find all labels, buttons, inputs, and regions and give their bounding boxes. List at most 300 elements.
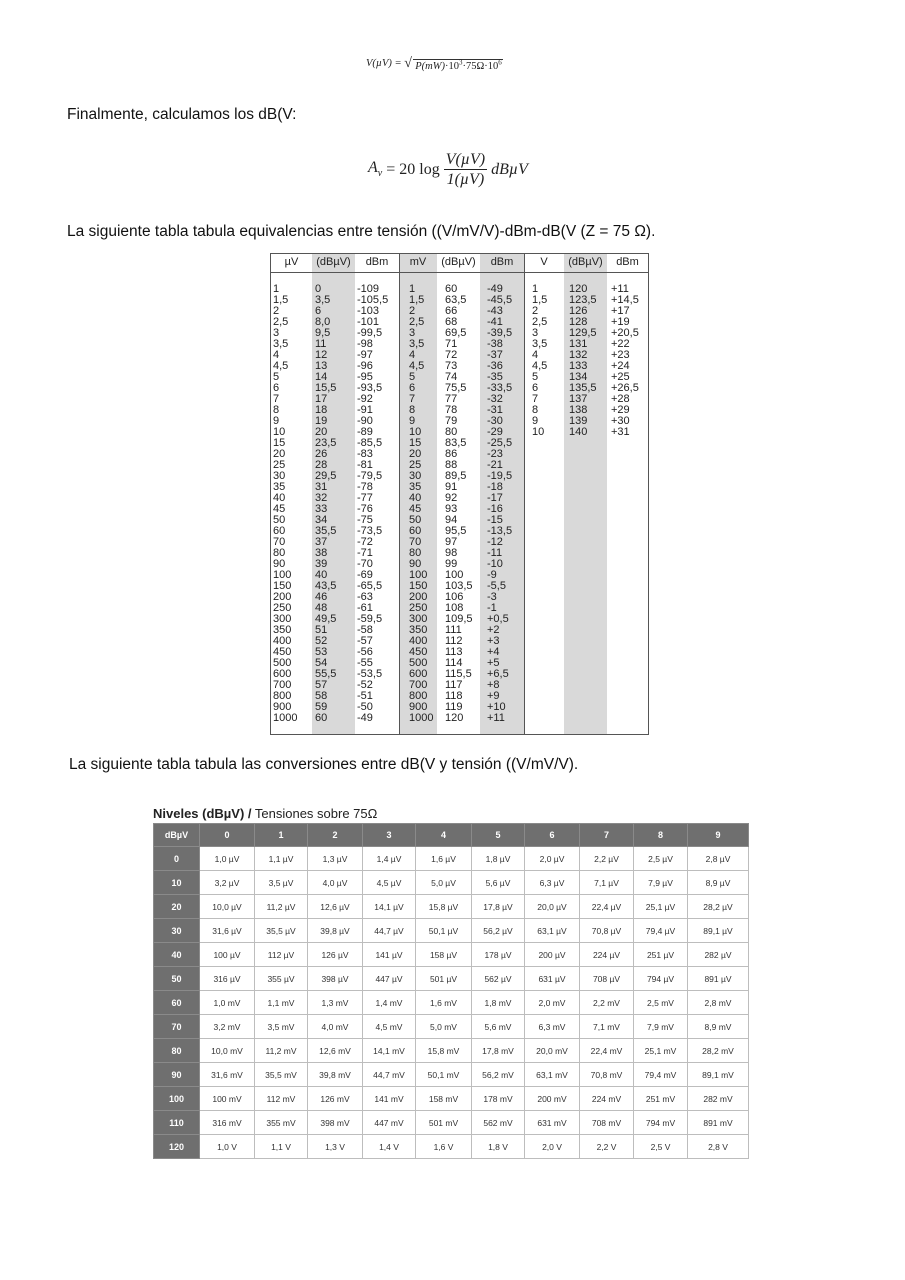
table1-cell: 119 — [445, 701, 463, 713]
table1-cell: 200 — [273, 591, 292, 603]
table2-row-header: 10 — [154, 871, 200, 895]
table2-row-header: 70 — [154, 1015, 200, 1039]
table2-cell: 7,1 µV — [580, 871, 634, 895]
table2-corner-header: dBµV — [154, 824, 200, 847]
table-row — [154, 1111, 749, 1135]
table2-cell: 282 mV — [688, 1087, 749, 1111]
table1-cell: 450 — [409, 646, 428, 658]
table1-cell: 2,5 — [532, 316, 548, 328]
table2-cell: 1,1 mV — [255, 991, 308, 1015]
table1-cell: 99 — [445, 558, 458, 570]
table2-cell: 316 mV — [200, 1111, 255, 1135]
table2-cell: 25,1 mV — [634, 1039, 688, 1063]
table1-cell: -89 — [357, 426, 373, 438]
table2-cell: 39,8 mV — [308, 1063, 363, 1087]
formula-fraction: $\frac{\text{V(µV)}}{\text{1(µV)}}$ — [445, 151, 486, 188]
table1-cell: -15 — [487, 514, 503, 526]
table1-cell: 32 — [315, 492, 328, 504]
table1-cell: 18 — [315, 404, 328, 416]
table1-cell: 3,5 — [315, 294, 331, 306]
table1-cell: 139 — [569, 415, 588, 427]
table1-cell: -92 — [357, 393, 373, 405]
table-row — [154, 1063, 749, 1087]
table1-cell: +29 — [611, 404, 630, 416]
table1-cell: -58 — [357, 624, 373, 636]
table1-cell: 60 — [409, 525, 422, 537]
table1-cell: 2 — [273, 305, 280, 317]
table1-cell: -57 — [357, 635, 373, 647]
table2-cell: 112 µV — [255, 943, 308, 967]
table1-cell: 138 — [569, 404, 588, 416]
table1-cell: +11 — [611, 283, 629, 295]
table1-cell: 1,5 — [273, 294, 289, 306]
table1-cell: +5 — [487, 657, 500, 669]
table1-cell: 73 — [445, 360, 458, 372]
table2-cell: 35,5 µV — [255, 919, 308, 943]
table2-cell: 14,1 µV — [363, 895, 416, 919]
table1-cell: 4 — [532, 349, 539, 361]
table1-cell: +17 — [611, 305, 630, 317]
table2-cell: 2,5 mV — [634, 991, 688, 1015]
table1-header-cell: (dBµV) — [441, 256, 476, 268]
table2-cell: 7,9 µV — [634, 871, 688, 895]
table2-cell: 12,6 mV — [308, 1039, 363, 1063]
table1-cell: 40 — [273, 492, 286, 504]
table2-cell: 1,1 µV — [255, 847, 308, 871]
table1-cell: -96 — [357, 360, 373, 372]
table1-cell: 9 — [532, 415, 539, 427]
table1-cell: 60 — [445, 283, 458, 295]
table2-cell: 3,5 mV — [255, 1015, 308, 1039]
table1-cell: 7 — [409, 393, 416, 405]
table1-cell: 30 — [273, 470, 286, 482]
table1-cell: 350 — [273, 624, 292, 636]
table2-column-header: 4 — [416, 824, 472, 847]
table1-cell: 109,5 — [445, 613, 473, 625]
table2-cell: 25,1 µV — [634, 895, 688, 919]
table1-cell: -49 — [487, 283, 503, 295]
table1-cell: -97 — [357, 349, 373, 361]
table1-cell: 54 — [315, 657, 328, 669]
table2-cell: 112 mV — [255, 1087, 308, 1111]
table1-cell: 300 — [409, 613, 428, 625]
table1-cell: -5,5 — [487, 580, 506, 592]
table1-cell: -71 — [357, 547, 373, 559]
table1-cell: -29 — [487, 426, 503, 438]
table1-cell: -43 — [487, 305, 503, 317]
table2-cell: 6,3 mV — [525, 1015, 580, 1039]
table1-cell: -95 — [357, 371, 373, 383]
table1-cell: 700 — [409, 679, 428, 691]
table2-cell: 562 µV — [472, 967, 525, 991]
table2-cell: 22,4 µV — [580, 895, 634, 919]
table2-cell: 224 mV — [580, 1087, 634, 1111]
table2-cell: 50,1 mV — [416, 1063, 472, 1087]
table2-cell: 8,9 µV — [688, 871, 749, 895]
table1-cell: 74 — [445, 371, 458, 383]
table-row — [154, 871, 749, 895]
table1-cell: 37 — [315, 536, 328, 548]
table2-column-header: 8 — [634, 824, 688, 847]
table1-cell: 113 — [445, 646, 463, 658]
table1-cell: 57 — [315, 679, 328, 691]
table1-cell: -56 — [357, 646, 373, 658]
table2-cell: 10,0 mV — [200, 1039, 255, 1063]
table1-cell: 126 — [569, 305, 588, 317]
table1-cell: +24 — [611, 360, 630, 372]
table2-cell: 2,2 µV — [580, 847, 634, 871]
table1-cell: -76 — [357, 503, 373, 515]
table1-cell: -72 — [357, 536, 373, 548]
table1-cell: 80 — [273, 547, 286, 559]
table2-column-header: 3 — [363, 824, 416, 847]
table2-column-header: 1 — [255, 824, 308, 847]
table2-cell: 398 mV — [308, 1111, 363, 1135]
table1-cell: +22 — [611, 338, 630, 350]
table1-cell: 95,5 — [445, 525, 467, 537]
table1-cell: 1 — [532, 283, 539, 295]
table1-cell: 40 — [315, 569, 328, 581]
formula-lhs: V(µV) = — [366, 58, 402, 69]
table1-cell: 300 — [273, 613, 292, 625]
table1-cell: 100 — [409, 569, 428, 581]
table1-cell: -51 — [357, 690, 373, 702]
table1-cell: -78 — [357, 481, 373, 493]
table1-cell: 45 — [273, 503, 286, 515]
table1-cell: -35 — [487, 371, 503, 383]
table1-cell: -55 — [357, 657, 373, 669]
table1-cell: +4 — [487, 646, 500, 658]
table1-cell: 112 — [445, 635, 463, 647]
table1-cell: -79,5 — [357, 470, 383, 482]
table1-cell: 80 — [445, 426, 458, 438]
table1-cell: 15 — [273, 437, 286, 449]
table2-cell: 141 mV — [363, 1087, 416, 1111]
table1-cell: -85,5 — [357, 437, 383, 449]
table1-cell: 9 — [273, 415, 280, 427]
table1-cell: +19 — [611, 316, 630, 328]
table2-cell: 2,0 mV — [525, 991, 580, 1015]
table2-cell: 891 µV — [688, 967, 749, 991]
table1-cell: -65,5 — [357, 580, 383, 592]
table1-header-cell: (dBµV) — [316, 256, 351, 268]
table1-cell: 40 — [409, 492, 422, 504]
table2-cell: 355 mV — [255, 1111, 308, 1135]
table1-cell: -30 — [487, 415, 503, 427]
table1-cell: +28 — [611, 393, 630, 405]
table1-cell: 1,5 — [532, 294, 548, 306]
table2-cell: 4,0 mV — [308, 1015, 363, 1039]
table2-cell: 63,1 mV — [525, 1063, 580, 1087]
table1-cell: 2,5 — [273, 316, 289, 328]
table1-cell: 43,5 — [315, 580, 337, 592]
table1-divider — [399, 254, 400, 734]
table1-cell: 75,5 — [445, 382, 467, 394]
table1-cell: 7 — [273, 393, 280, 405]
table1-cell: 58 — [315, 690, 328, 702]
table1-header-cell: dBm — [490, 256, 514, 268]
table1-cell: -38 — [487, 338, 503, 350]
table1-cell: 123,5 — [569, 294, 597, 306]
table1-cell: 46 — [315, 591, 328, 603]
table1-cell: -39,5 — [487, 327, 513, 339]
table1-cell: 60 — [273, 525, 286, 537]
table1-cell: 93 — [445, 503, 458, 515]
table1-cell: 53 — [315, 646, 328, 658]
table2-cell: 5,0 mV — [416, 1015, 472, 1039]
table1-cell: -13,5 — [487, 525, 513, 537]
table1-cell: 28 — [315, 459, 328, 471]
table1-cell: +0,5 — [487, 613, 509, 625]
table2-cell: 31,6 µV — [200, 919, 255, 943]
table-row — [154, 919, 749, 943]
table1-cell: 33 — [315, 503, 328, 515]
table2-row-header: 120 — [154, 1135, 200, 1159]
table1-cell: 15 — [409, 437, 422, 449]
table1-cell: 86 — [445, 448, 458, 460]
table1-cell: 114 — [445, 657, 463, 669]
table1-cell: -98 — [357, 338, 373, 350]
table1-cell: 1 — [409, 283, 416, 295]
table1-cell: 1000 — [273, 712, 298, 724]
table1-cell: 92 — [445, 492, 458, 504]
table1-cell: -75 — [357, 514, 373, 526]
table1-cell: -63 — [357, 591, 373, 603]
square-root — [404, 58, 503, 72]
table1-cell: -61 — [357, 602, 373, 614]
table2-cell: 2,0 µV — [525, 847, 580, 871]
table2-title: Niveles (dBµV) / Tensiones sobre 75Ω — [153, 806, 378, 821]
table2-cell: 1,3 mV — [308, 991, 363, 1015]
table1-cell: 8 — [273, 404, 280, 416]
table1-cell: -69 — [357, 569, 373, 581]
table2-cell: 2,2 mV — [580, 991, 634, 1015]
table2-cell: 4,0 µV — [308, 871, 363, 895]
table2-cell: 2,8 V — [688, 1135, 749, 1159]
table1-cell: 1,5 — [409, 294, 425, 306]
table1-cell: 140 — [569, 426, 588, 438]
table1-cell: 69,5 — [445, 327, 467, 339]
table2-cell: 7,1 mV — [580, 1015, 634, 1039]
table2-cell: 22,4 mV — [580, 1039, 634, 1063]
table2-cell: 79,4 mV — [634, 1063, 688, 1087]
formula-lhs: $A_v$ — [368, 159, 383, 180]
table2-cell: 1,8 mV — [472, 991, 525, 1015]
table1-cell: 25 — [409, 459, 422, 471]
table1-cell: 26 — [315, 448, 328, 460]
table1-cell: 35 — [409, 481, 422, 493]
table1-cell: 137 — [569, 393, 588, 405]
table1-cell: 20 — [409, 448, 422, 460]
table1-divider — [524, 254, 525, 734]
table2-cell: 12,6 µV — [308, 895, 363, 919]
table1-cell: 55,5 — [315, 668, 337, 680]
table1-cell: 111 — [445, 624, 462, 636]
table1-cell: -41 — [487, 316, 503, 328]
table2-cell: 1,3 V — [308, 1135, 363, 1159]
table1-cell: 250 — [409, 602, 428, 614]
table2-column-header: 6 — [525, 824, 580, 847]
table2-cell: 15,8 µV — [416, 895, 472, 919]
table1-cell: 700 — [273, 679, 292, 691]
table1-cell: -19,5 — [487, 470, 513, 482]
table2-cell: 28,2 µV — [688, 895, 749, 919]
table1-cell: 38 — [315, 547, 328, 559]
table2-cell: 158 mV — [416, 1087, 472, 1111]
table2-cell: 3,5 µV — [255, 871, 308, 895]
table1-cell: 66 — [445, 305, 458, 317]
table2-cell: 17,8 mV — [472, 1039, 525, 1063]
table1-cell: -9 — [487, 569, 497, 581]
table2-cell: 11,2 mV — [255, 1039, 308, 1063]
table1-cell: 78 — [445, 404, 458, 416]
table1-cell: 90 — [409, 558, 422, 570]
table2-cell: 200 mV — [525, 1087, 580, 1111]
radicand: $P(mW)\cdot 10^3\cdot 75\Omega\cdot 10^6$ — [415, 58, 502, 72]
table1-cell: -77 — [357, 492, 373, 504]
table1-cell: -101 — [357, 316, 380, 328]
table1-cell: -83 — [357, 448, 373, 460]
table2-row-header: 50 — [154, 967, 200, 991]
table2-cell: 631 mV — [525, 1111, 580, 1135]
table1-cell: -99,5 — [357, 327, 383, 339]
table2-cell: 2,5 µV — [634, 847, 688, 871]
table1-cell: -59,5 — [357, 613, 383, 625]
table2-cell: 5,0 µV — [416, 871, 472, 895]
table2-cell: 8,9 mV — [688, 1015, 749, 1039]
table1-cell: 30 — [409, 470, 422, 482]
table2-header-row — [154, 824, 749, 847]
table2-cell: 126 mV — [308, 1087, 363, 1111]
table-row — [154, 967, 749, 991]
table1-cell: 19 — [315, 415, 328, 427]
table1-cell: 9,5 — [315, 327, 331, 339]
table1-cell: 500 — [273, 657, 292, 669]
table1-cell: 10 — [409, 426, 422, 438]
table2-cell: 7,9 mV — [634, 1015, 688, 1039]
table2-cell: 2,8 mV — [688, 991, 749, 1015]
table2-cell: 316 µV — [200, 967, 255, 991]
table1-cell: -10 — [487, 558, 503, 570]
table1-cell: 129,5 — [569, 327, 597, 339]
table2-cell: 562 mV — [472, 1111, 525, 1135]
table2-cell: 1,4 µV — [363, 847, 416, 871]
table1-cell: 1000 — [409, 712, 434, 724]
formula-unit: dBµV — [491, 160, 528, 178]
table1-cell: 6 — [409, 382, 416, 394]
table2-cell: 708 mV — [580, 1111, 634, 1135]
table2-cell: 891 mV — [688, 1111, 749, 1135]
table2-row-header: 110 — [154, 1111, 200, 1135]
table1-cell: +20,5 — [611, 327, 639, 339]
table2-cell: 1,6 µV — [416, 847, 472, 871]
table1-cell: 14 — [315, 371, 328, 383]
table2-column-header: 7 — [580, 824, 634, 847]
table1-cell: +25 — [611, 371, 630, 383]
table1-cell: -21 — [487, 459, 503, 471]
table1-cell: -70 — [357, 558, 373, 570]
table1-cell: 132 — [569, 349, 588, 361]
table2-row-header: 60 — [154, 991, 200, 1015]
table1-cell: 100 — [273, 569, 292, 581]
table1-cell: 120 — [569, 283, 588, 295]
table1-cell: 45 — [409, 503, 422, 515]
table1-cell: 10 — [273, 426, 286, 438]
table2-cell: 708 µV — [580, 967, 634, 991]
table1-cell: 10 — [532, 426, 545, 438]
table2-cell: 178 mV — [472, 1087, 525, 1111]
table2-cell: 44,7 mV — [363, 1063, 416, 1087]
table1-cell: 71 — [445, 338, 458, 350]
table2-row-header: 100 — [154, 1087, 200, 1111]
table1-cell: 115,5 — [445, 668, 472, 680]
table-row — [154, 1039, 749, 1063]
table2-cell: 100 mV — [200, 1087, 255, 1111]
table1-cell: -16 — [487, 503, 503, 515]
table-row — [154, 1135, 749, 1159]
table1-cell: 500 — [409, 657, 428, 669]
table2-cell: 1,4 mV — [363, 991, 416, 1015]
equivalence-table — [270, 253, 649, 735]
table1-cell: 4 — [273, 349, 280, 361]
table2-cell: 3,2 µV — [200, 871, 255, 895]
table1-cell: 120 — [445, 712, 464, 724]
table1-cell: 350 — [409, 624, 428, 636]
table1-cell: 4,5 — [532, 360, 548, 372]
table1-cell: 83,5 — [445, 437, 467, 449]
table1-cell: 6 — [273, 382, 280, 394]
table1-cell: 51 — [315, 624, 328, 636]
table1-cell: +6,5 — [487, 668, 509, 680]
table1-cell: -45,5 — [487, 294, 513, 306]
table1-cell: 150 — [273, 580, 292, 592]
table2-cell: 224 µV — [580, 943, 634, 967]
table2-cell: 100 µV — [200, 943, 255, 967]
table1-cell: 103,5 — [445, 580, 473, 592]
table1-cell: +10 — [487, 701, 506, 713]
table1-cell: 60 — [315, 712, 328, 724]
table1-cell: 89,5 — [445, 470, 467, 482]
table1-cell: 135,5 — [569, 382, 597, 394]
table1-cell: -17 — [487, 492, 503, 504]
table2-cell: 355 µV — [255, 967, 308, 991]
table1-header-cell: dBm — [365, 256, 389, 268]
table1-cell: -81 — [357, 459, 373, 471]
table1-cell: 31 — [315, 481, 328, 493]
table2-row-header: 80 — [154, 1039, 200, 1063]
table1-cell: -32 — [487, 393, 503, 405]
table1-cell: 80 — [409, 547, 422, 559]
table1-cell: 48 — [315, 602, 328, 614]
table2-cell: 251 mV — [634, 1087, 688, 1111]
table1-cell: 4,5 — [409, 360, 425, 372]
table2-cell: 70,8 mV — [580, 1063, 634, 1087]
table-row — [154, 943, 749, 967]
table-row — [154, 1015, 749, 1039]
table-row — [154, 895, 749, 919]
table1-cell: 600 — [409, 668, 428, 680]
table1-cell: 9 — [409, 415, 416, 427]
table1-cell: 450 — [273, 646, 292, 658]
table1-cell: 0 — [315, 283, 322, 295]
table1-cell: -73,5 — [357, 525, 383, 537]
table1-header-rule — [271, 272, 648, 273]
table1-cell: 100 — [445, 569, 464, 581]
table1-cell: 52 — [315, 635, 328, 647]
table1-cell: +2 — [487, 624, 500, 636]
table2-cell: 1,3 µV — [308, 847, 363, 871]
table2-cell: 14,1 mV — [363, 1039, 416, 1063]
